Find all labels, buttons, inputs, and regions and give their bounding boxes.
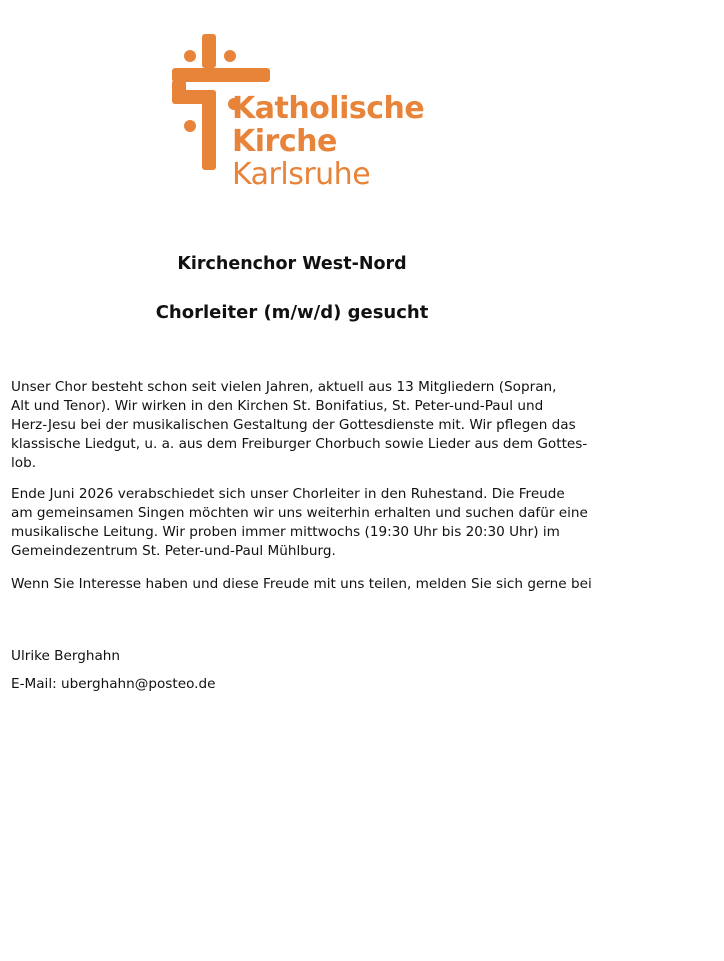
text-line: musikalische Leitung. Wir proben immer mittwochs (19:30 Uhr bis 20:30 Uhr) im [11, 524, 560, 540]
text-line: Herz-Jesu bei der musikalischen Gestaltung der Gottesdienste mit. Wir pflegen das [11, 417, 576, 433]
paragraph-details [11, 485, 588, 561]
church-logo [168, 32, 448, 202]
text-line: klassische Liedgut, u. a. aus dem Freiburger Chorbuch sowie Lieder aus dem Gottes- [11, 436, 588, 452]
text-line: Wenn Sie Interesse haben und diese Freude mit uns teilen, melden Sie sich gerne bei [11, 576, 592, 592]
contact-email: E-Mail: uberghahn@posteo.de [11, 676, 216, 692]
document-subtitle: Chorleiter (m/w/d) gesucht [155, 302, 429, 323]
logo-line-1: Katholische [232, 91, 425, 126]
text-line: am gemeinsamen Singen möchten wir uns weiterhin erhalten und suchen dafür eine [11, 505, 588, 521]
contact-name: Ulrike Berghahn [11, 648, 121, 664]
logo-wordmark [232, 92, 424, 191]
document-title: Kirchenchor West-Nord [177, 254, 407, 274]
text-line: lob. [11, 455, 37, 471]
text-line: Ende Juni 2026 verabschiedet sich unser Chorleiter in den Ruhestand. Die Freude [11, 486, 565, 502]
text-line: Alt und Tenor). Wir wirken in den Kirchen St. Bonifatius, St. Peter-und-Paul und [11, 398, 544, 414]
logo-line-2: Kirche [232, 124, 337, 159]
paragraph-intro [11, 378, 588, 473]
logo-line-3: Karlsruhe [232, 157, 371, 192]
paragraph-call-to-action [11, 575, 592, 594]
text-line: Gemeindezentrum St. Peter-und-Paul Mühlburg. [11, 543, 336, 559]
text-line: Unser Chor besteht schon seit vielen Jahren, aktuell aus 13 Mitgliedern (Sopran, [11, 379, 557, 395]
